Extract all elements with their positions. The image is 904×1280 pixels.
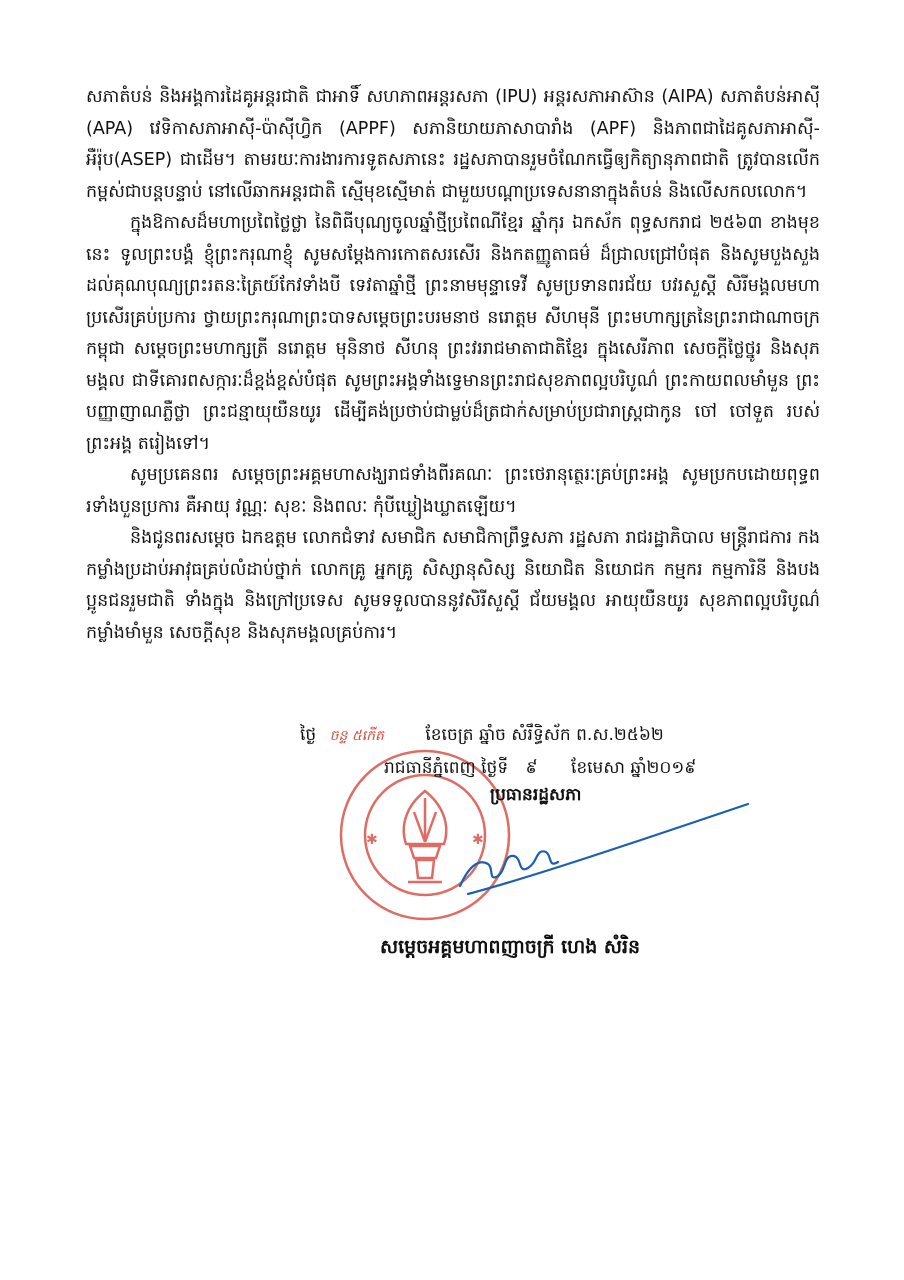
paragraph-1: សភាតំបន់ និងអង្គការដៃគូអន្តរជាតិ ជាអាទិ៍ សហភាពអន្តរសភា (IPU) អន្តរសភាអាស៊ាន (AIPA) សភាតំបន់អាស៊ី (APA) វេទិកាសភាអាស៊ី-ប៉ាស៊ីហ្វិក (APPF) សភានិយាយភាសាបារាំង (APF) និងភាពជាដៃគូសភាអាស៊ី-អឺរ៉ុប(ASEP) ជាដើម។ តាមរយៈការងារការទូតសភានេះ រដ្ឋសភាបានរួមចំណែកធ្វើឲ្យកិត្យានុភាពជាតិ ត្រូវបានលើកកម្ពស់ជាបន្តបន្ទាប់ នៅលើឆាកអន្តរជាតិ ស្មើមុខស្មើមាត់ ជាមួយបណ្តាប្រទេសនានាក្នុងតំបន់ និងលើសកលលោក។ bbox=[86, 87, 820, 202]
month-year: ខែមេសា ឆ្នាំ២០១៩ bbox=[570, 758, 697, 778]
lunar-date-line bbox=[300, 724, 664, 749]
paragraph-3: សូមប្រគេនពរ សម្តេចព្រះអគ្គមហាសង្ឃរាជទាំងពីរគណៈ ព្រះថេរានុត្ថេរៈគ្រប់ព្រះអង្គ សូមប្រកបដោយពុទ្ធពរទាំងបួនប្រការ គឺអាយុ វណ្ណៈ សុខៈ និងពលៈ កុំបីឃ្លៀងឃ្លាតឡើយ។ bbox=[86, 465, 820, 517]
paragraph-2: ក្នុងឱកាសដ៏មហាប្រពៃថ្លៃថ្លា នៃពិធីបុណ្យចូលឆ្នាំថ្មីប្រពៃណីខ្មែរ ឆ្នាំកុរ ឯកស័ក ពុទ្ធសករាជ ២៥៦៣ ខាងមុខនេះ ទូលព្រះបង្គំ ខ្ញុំព្រះករុណាខ្ញុំ សូមសម្តែងការកោតសរសើរ និងកតញ្ញូតាធម៌ ដ៏ជ្រាលជ្រៅបំផុត និងសូមបួងសួងដល់គុណបុណ្យព្រះរតនៈត្រៃយ៍កែវទាំងបី ទេវតាឆ្នាំថ្មី ព្រះនាមមុន្ទាទេវី សូមប្រទានពរជ័យ បវរសួស្តី សិរីមង្គលមហាប្រសើរគ្រប់ប្រការ ថ្វាយព្រះករុណាព្រះបាទសម្តេចព្រះបរមនាថ នរោត្តម សីហមុនី ព្រះមហាក្សត្រនៃព្រះរាជាណាចក្រកម្ពុជា សម្តេចព្រះមហាក្សត្រី នរោត្តម មុនិនាថ សីហនុ ព្រះវររាជមាតាជាតិខ្មែរ ក្នុងសេរីភាព សេចក្តីថ្លៃថ្នូរ និងសុភមង្គល ជាទីគោរពសក្ការៈដ៏ខ្ពង់ខ្ពស់បំផុត សូមព្រះអង្គទាំងទ្វេមានព្រះរាជសុខភាពល្អបរិបូណ៌ ព្រះកាយពលមាំមួន ព្រះបញ្ញាញាណភ្លឺថ្លា ព្រះជន្មាយុយឺនយូរ ដើម្បីគង់ប្រថាប់ជាម្លប់ដ៏ត្រជាក់សម្រាប់ប្រជារាស្ត្រជាកូន ចៅ ចៅទួត របស់ព្រះអង្គ តរៀងទៅ។ bbox=[86, 213, 820, 454]
day-number: ៩ bbox=[525, 758, 538, 778]
svg-text:✱: ✱ bbox=[366, 832, 378, 848]
paragraph-4: និងជូនពរសម្តេច ឯកឧត្តម លោកជំទាវ សមាជិក សមាជិកាព្រឹទ្ធសភា រដ្ឋសភា រាជរដ្ឋាភិបាល មន្ត្រីរាជការ កងកម្លាំងប្រដាប់អាវុធគ្រប់លំដាប់ថ្នាក់ លោកគ្រូ អ្នកគ្រូ សិស្សានុសិស្ស និយោជិត និយោជក កម្មករ កម្មការិនី និងបងប្អូនជនរួមជាតិ ទាំងក្នុង និងក្រៅប្រទេស សូមទទួលបាននូវសិរីសួស្តី ជ័យមង្គល អាយុយឺនយូរ សុខភាពល្អបរិបូណ៌ កម្លាំងមាំមួន សេចក្តីសុខ និងសុភមង្គលគ្រប់ការ។ bbox=[86, 528, 820, 643]
lunar-date-rest: ខែចេត្រ ឆ្នាំច សំរឹទ្ធិស័ក ព.ស.២៥៦២ bbox=[425, 725, 664, 745]
place-date-prefix: រាជធានីភ្នំពេញ ថ្ងៃទី bbox=[384, 758, 509, 778]
lunar-date-handwritten: ចន្ទ ៥កើត bbox=[329, 728, 384, 744]
signatory-title: ប្រធានរដ្ឋសភា bbox=[490, 785, 582, 805]
svg-text:✱: ✱ bbox=[472, 832, 484, 848]
signatory-name: សម្តេចអគ្គមហាពញាចក្រី ហេង សំរិន bbox=[380, 936, 641, 958]
letter-body bbox=[86, 82, 820, 649]
place-date-line bbox=[384, 757, 696, 782]
lunar-date-label: ថ្ងៃ bbox=[300, 725, 317, 745]
signature-icon bbox=[448, 798, 754, 906]
